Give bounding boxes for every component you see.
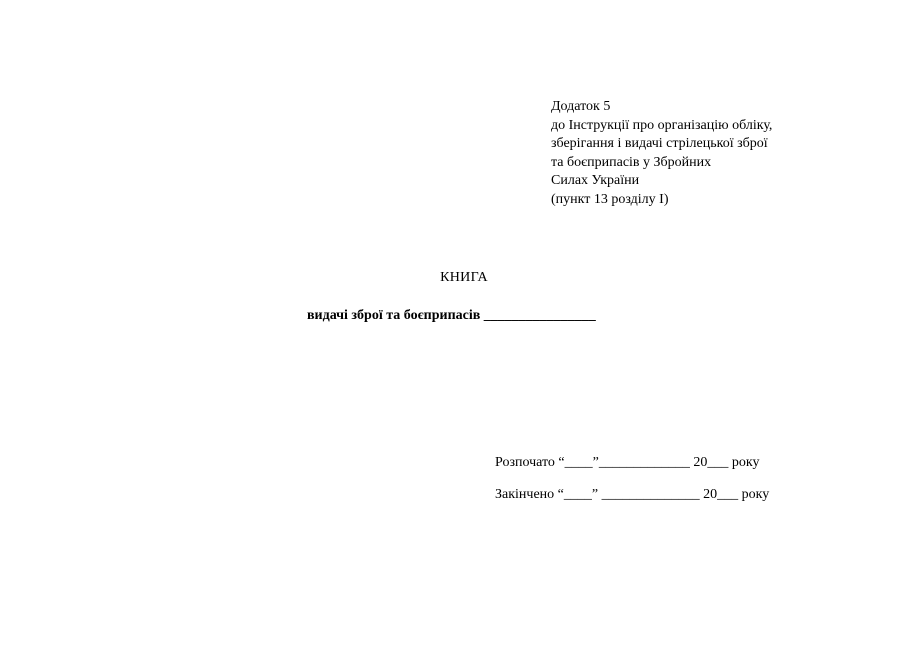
appendix-line-armed-forces: Силах України xyxy=(551,173,640,188)
appendix-line-instruction: до Інструкції про організацію обліку, xyxy=(551,117,773,133)
started-date-line: Розпочато “____”_____________ 20___ року xyxy=(495,455,760,470)
book-subtitle: видачі зброї та боєприпасів ________________ xyxy=(307,308,596,323)
appendix-note xyxy=(551,98,851,209)
finished-date-line: Закінчено “____” ______________ 20___ року xyxy=(495,487,770,502)
appendix-line-storage: зберігання і видачі стрілецької зброї xyxy=(551,136,768,151)
appendix-line-ammunition: та боєприпасів у Збройних xyxy=(551,154,712,170)
appendix-line-clause: (пункт 13 розділу І) xyxy=(551,191,669,207)
book-title: КНИГА xyxy=(440,270,488,285)
appendix-line-number: Додаток 5 xyxy=(551,99,611,114)
date-block xyxy=(495,455,769,505)
